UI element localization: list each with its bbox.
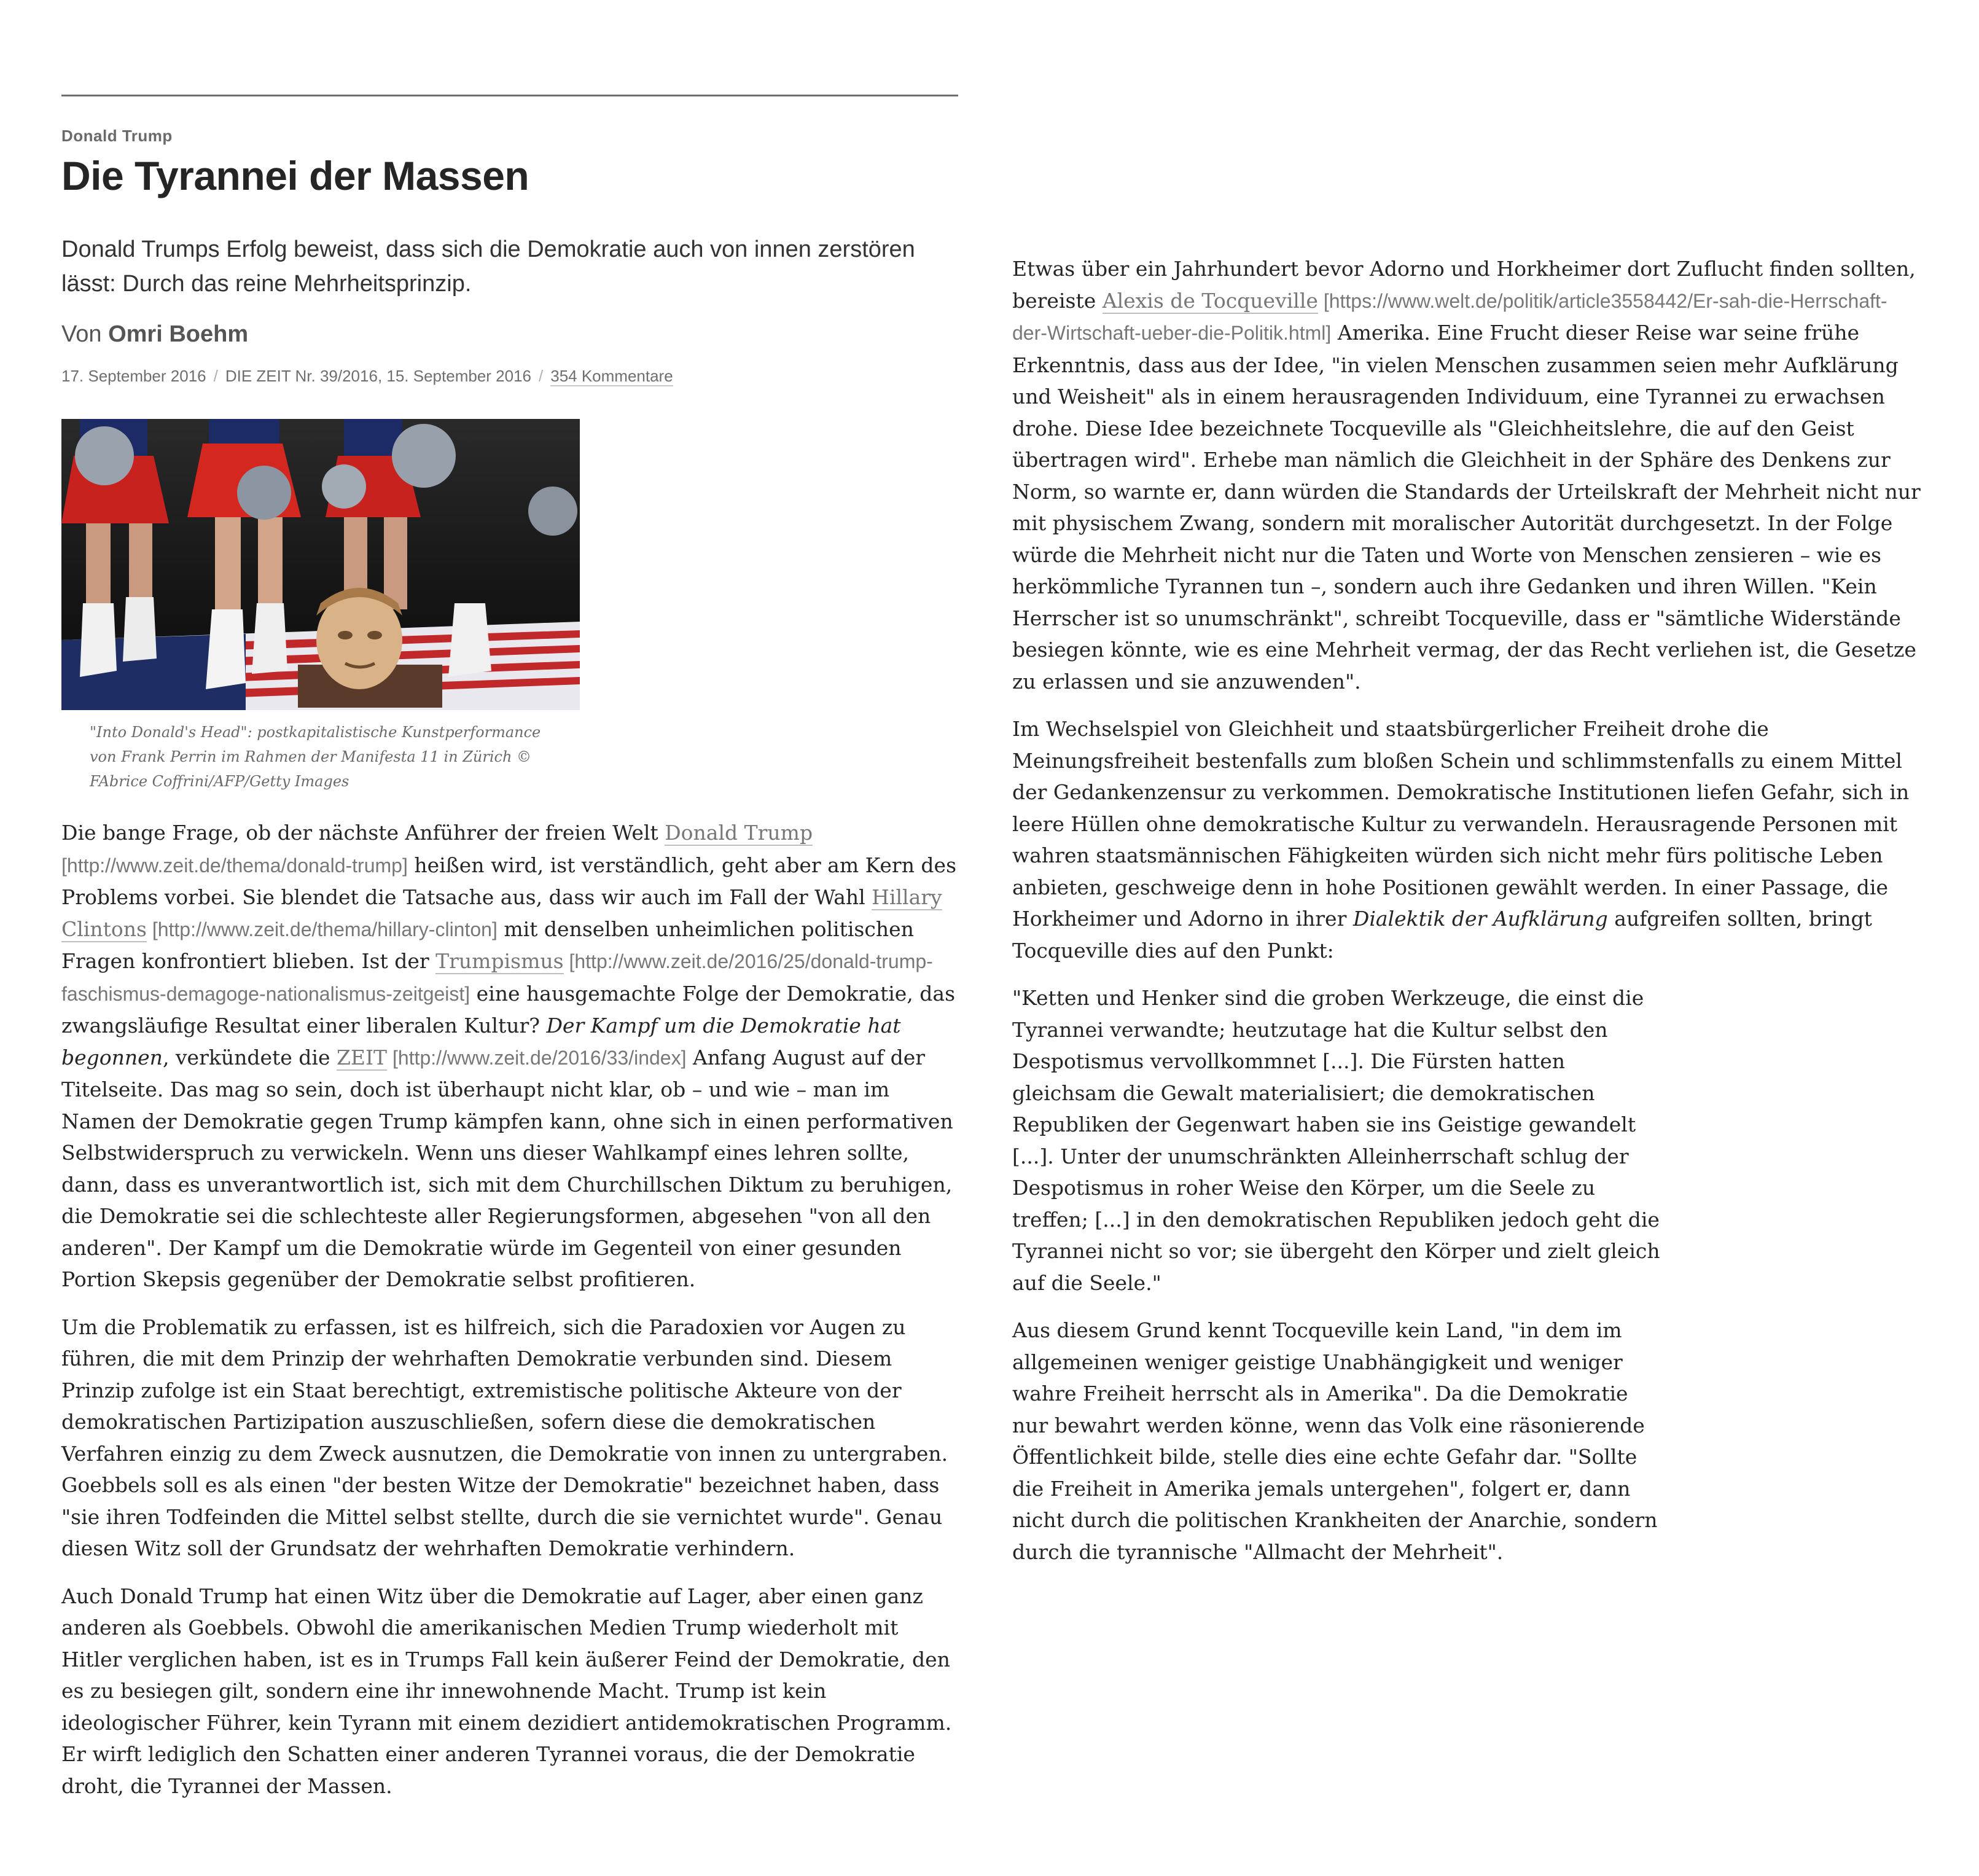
url-text: [http://www.zeit.de/2016/33/index] (387, 1046, 687, 1069)
publish-date: 17. September 2016 (61, 367, 206, 385)
article-title: Die Tyrannei der Massen (61, 153, 529, 198)
link-donald-trump[interactable]: Donald Trump (665, 821, 813, 845)
article-body-right (1012, 253, 1921, 1584)
meta-separator: / (213, 367, 218, 385)
paragraph-5 (1012, 713, 1921, 966)
paragraph-4 (1012, 253, 1921, 697)
author-name[interactable]: Omri Boehm (108, 321, 249, 347)
photo-caption: "Into Donald's Head": postkapitalistische Kunstperformance von Frank Perrin im Rahmen der Manifesta 11 in Zürich © FAbrice Coffrini/AFP/Getty Images (90, 724, 541, 790)
emphasis: Dialektik der Aufklärung (1353, 907, 1608, 931)
text-run: eine hausgemachte Folge der Demokratie, das zwangsläufige Resultat einer liberalen Kultur? (61, 981, 956, 1038)
text-run: Die bange Frage, ob der nächste Anführer der freien Welt (61, 821, 665, 845)
text-run: aufgreifen sollten, bringt Tocqueville dies auf den Punkt: (1012, 907, 1872, 963)
paragraph-6: Aus diesem Grund kennt Tocqueville kein Land, "in dem im allgemeinen weniger geistige Unabhängigkeit und weniger wahre Freiheit herrscht als in Amerika". Da die Demokratie nur bewahrt werden könne, wenn das Volk eine räsonierende Öffentlichkeit bilde, stelle dies eine echte Gefahr dar. "Sollte die Freiheit in Amerika jemals untergehen", folgert er, dann nicht durch die politischen Krankheiten der Anarchie, sondern durch die tyrannische "Allmacht der Mehrheit". (1012, 1318, 1658, 1564)
header-rule (61, 95, 958, 96)
link-zeit[interactable]: ZEIT (337, 1045, 388, 1069)
url-text: [http://www.zeit.de/2016/25/donald-trump-faschismus-demagoge-nationalismus-zeitgeist] (61, 950, 933, 1005)
photo-illustration (61, 419, 580, 710)
link-trumpismus[interactable]: Trumpismus (435, 949, 564, 973)
emphasis: Der Kampf um die Demokratie hat begonnen (61, 1014, 901, 1069)
text-run: Im Wechselspiel von Gleichheit und staatsbürgerlicher Freiheit drohe die Meinungsfreiheit bestenfalls zum bloßen Schein und schlimmstenfalls zu einem Mittel der Gedankenzensur zu verkommen. Demokratische Institutionen liefen Gefahr, sich in leere Hüllen ohne demokratische Kultur zu verwandeln. Herausragende Personen mit wahren staatsmännischen Fähigkeiten würden sich nicht mehr fürs politische Leben anbieten, geschweige denn in hohe Positionen gewählt werden. In einer Passage, die Horkheimer und Adorno in ihrer (1012, 717, 1910, 931)
issue-info: DIE ZEIT Nr. 39/2016, 15. September 2016 (225, 367, 531, 385)
paragraph-2: Um die Problematik zu erfassen, ist es hilfreich, sich die Paradoxien vor Augen zu führen, die mit dem Prinzip der wehrhaften Demokratie verbunden sind. Diesem Prinzip zufolge ist ein Staat berechtigt, extremistische politische Akteure von der demokratischen Partizipation auszuschließen, sofern diese die demokratischen Verfahren einzig zu dem Zweck ausnutzen, die Demokratie von innen zu untergraben. Goebbels soll es als einen "der besten Witze der Demokratie" bezeichnet haben, dass "sie ihren Todfeinden die Mittel selbst stellte, durch die sie vernichtet wurde". Genau diesen Witz soll der Grundsatz der wehrhaften Demokratie verhindern. (61, 1315, 948, 1560)
link-tocqueville[interactable]: Alexis de Tocqueville (1102, 288, 1318, 313)
text-run: Etwas über ein Jahrhundert bevor Adorno und Horkheimer dort Zuflucht finden sollten, bereiste (1012, 257, 1916, 313)
block-quote: "Ketten und Henker sind die groben Werkzeuge, die einst die Tyrannei verwandte; heutzutage hat die Kultur selbst den Despotismus vervollkommnet [...]. Die Fürsten hatten gleichsam die Gewalt materialisiert; die demokratischen Republiken der Gegenwart haben sie ins Geistige gewandelt [...]. Unter der unumschränkten Alleinherrschaft schlug der Despotismus in roher Weise den Körper, um die Seele zu treffen; [...] in den demokratischen Republiken jedoch geht die Tyrannei nicht so vor; sie übergeht den Körper und zielt gleich auf die Seele." (1012, 986, 1660, 1295)
url-text: [http://www.zeit.de/thema/donald-trump] (61, 854, 408, 877)
article-body-left (61, 817, 961, 1818)
link-hillary-clintons[interactable]: Hillary Clintons (61, 885, 942, 941)
article-kicker: Donald Trump (61, 127, 173, 145)
comments-link[interactable]: 354 Kommentare (550, 367, 673, 385)
text-run: Amerika. Eine Frucht dieser Reise war seine frühe Erkenntnis, dass aus der Idee, "in vielen Menschen zusammen seien mehr Aufklärung und Weisheit" als in einem herausragenden Individuum, eine Tyrannei zu erwachsen drohe. Diese Idee bezeichnete Tocqueville als "Gleichheitslehre, die auf den Geist übertragen wird". Erhebe man nämlich die Gleichheit in der Sphäre des Denkens zur Norm, so warnte er, dann würden die Standards der Urteilskraft der Mehrheit nicht nur mit physischem Zwang, sondern mit moralischer Autorität durchgesetzt. In der Folge würde die Mehrheit nicht nur die Taten und Worte von Menschen zensieren – wie es herkömmliche Tyrannen tun –, sondern auch ihre Gedanken und ihren Willen. "Kein Herrscher ist so unumschränkt", schreibt Tocqueville, dass er "sämtliche Widerstände besiegen könnte, wie es eine Mehrheit vermag, der das Recht verliehen ist, die Gesetze zu erlassen und sie anzuwenden". (1012, 321, 1921, 694)
article-meta (61, 364, 673, 388)
text-run: , verkündete die (162, 1045, 337, 1069)
text-run: heißen wird, ist verständlich, geht aber am Kern des Problems vorbei. Sie blendet die Tatsache aus, dass wir auch im Fall der Wahl (61, 853, 957, 909)
article-photo (61, 419, 580, 710)
text-run: Anfang August auf der Titelseite. Das mag so sein, doch ist überhaupt nicht klar, ob – und wie – man im Namen der Demokratie gegen Trump kämpfen kann, ohne sich in einen performativen Selbstwiderspruch zu verwickeln. Wenn uns dieser Wahlkampf eines lehren sollte, dann, dass es unverantwortlich ist, sich mit dem Churchillschen Diktum zu beruhigen, die Demokratie sei die schlechteste aller Regierungsformen, abgesehen "von all den anderen". Der Kampf um die Demokratie würde im Gegenteil von einer gesunden Portion Skepsis gegenüber der Demokratie selbst profitieren. (61, 1045, 953, 1291)
paragraph-3: Auch Donald Trump hat einen Witz über die Demokratie auf Lager, aber einen ganz anderen als Goebbels. Obwohl die amerikanischen Medien Trump wiederholt mit Hitler verglichen haben, ist es in Trumps Fall kein äußerer Feind der Demokratie, den es zu besiegen gilt, sondern eine ihr innewohnende Macht. Trump ist kein ideologischer Führer, kein Tyrann mit einem dezidiert antidemokratischen Programm. Er wirft lediglich den Schatten einer anderen Tyrannei voraus, die der Demokratie droht, die Tyrannei der Massen. (61, 1584, 952, 1798)
url-text: [http://www.zeit.de/thema/hillary-clinton] (146, 918, 498, 940)
text-run: mit denselben unheimlichen politischen Fragen konfrontiert blieben. Ist der (61, 917, 914, 973)
paragraph-1 (61, 817, 961, 1296)
url-text: [https://www.welt.de/politik/article3558442/Er-sah-die-Herrschaft-der-Wirtschaft-ueber-die-Politik.html] (1012, 289, 1887, 344)
article-lead: Donald Trumps Erfolg beweist, dass sich die Demokratie auch von innen zerstören lässt: Durch das reine Mehrheitsprinzip. (61, 236, 915, 297)
byline-prefix: Von (61, 321, 109, 347)
byline (61, 317, 248, 351)
meta-separator: / (539, 367, 544, 385)
